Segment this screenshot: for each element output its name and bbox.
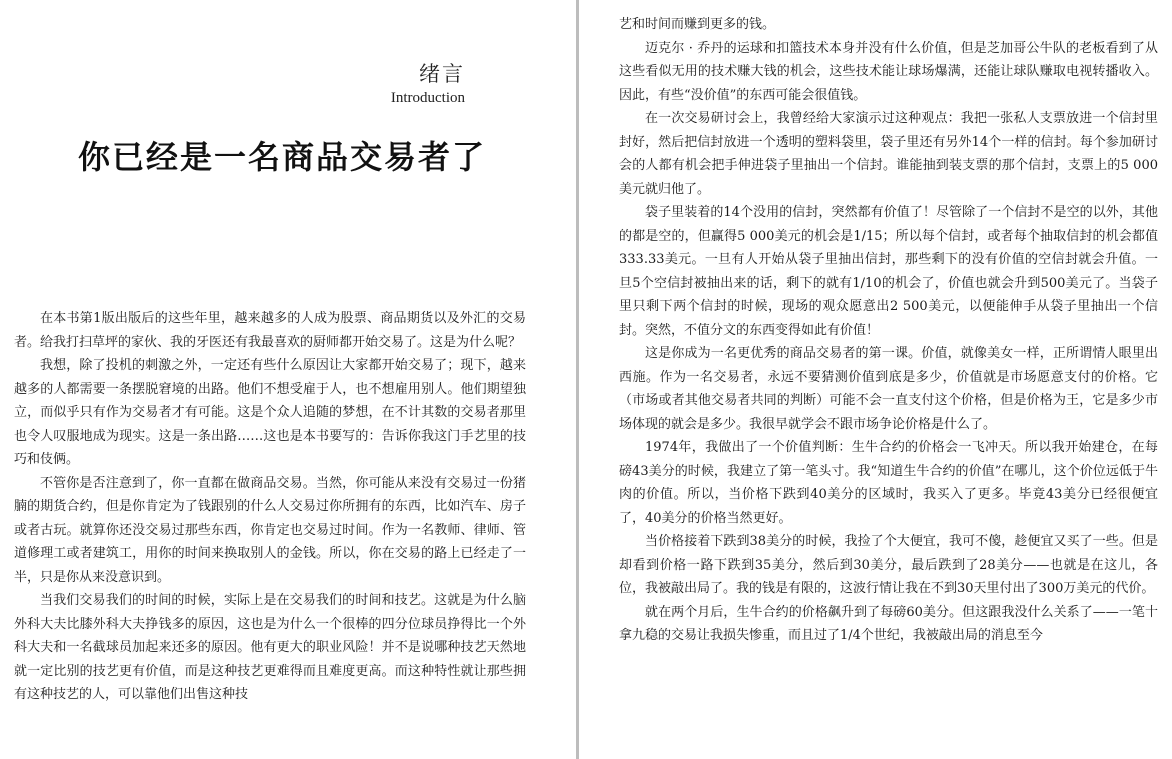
left-page bbox=[0, 0, 576, 759]
right-body-text bbox=[619, 13, 1158, 648]
right-page bbox=[579, 0, 1172, 759]
paragraph: 不管你是否注意到了，你一直都在做商品交易。当然，你可能从来没有交易过一份猪腩的期货合约，但是你肯定为了钱跟别的什么人交易过你所拥有的东西，比如汽车、房子或者古玩。就算你还没交易过那些东西，你肯定也交易过时间。作为一名教师、律师、管道修理工或者建筑工，用你的时间来换取别人的金钱。所以，你在交易的路上已经走了一半，只是你从来没意识到。 bbox=[14, 475, 526, 585]
paragraph: 1974年，我做出了一个价值判断：生牛合约的价格会一飞冲天。所以我开始建仓，在每磅43美分的时候，我建立了第一笔头寸。我“知道生牛合约的价值”在哪儿，这个价位远低于牛肉的价值。所以，当价格下跌到40美分的区域时，我买入了更多。毕竟43美分已经很便宜了，40美分的价格当然更好。 bbox=[619, 440, 1158, 526]
paragraph: 袋子里装着的14个没用的信封，突然都有价值了！尽管除了一个信封不是空的以外，其他的都是空的，但赢得5 000美元的机会是1/15；所以每个信封，或者每个抽取信封的机会都值333.33美元。一旦有人开始从袋子里抽出信封，那些剩下的没有价值的空信封就会升值。一旦5个空信封被抽出来的话，剩下的就有1/10的机会了，价值也就会升到500美元了。当袋子里只剩下两个信封的时候，现场的观众愿意出2 500美元，以便能伸手从袋子里抽出一个信封。突然，不值分文的东西变得如此有价值！ bbox=[619, 205, 1158, 338]
paragraph: 这是你成为一名更优秀的商品交易者的第一课。价值，就像美女一样，正所谓情人眼里出西施。作为一名交易者，永远不要猜测价值到底是多少，价值就是市场愿意支付的价格。它（市场或者其他交易者共同的判断）可能不会一直支付这个价格，但是价格为王，它是多少市场体现的就会是多少。我很早就学会不跟市场争论价格是什么了。 bbox=[619, 346, 1158, 432]
paragraph-continued: 艺和时间而赚到更多的钱。 bbox=[619, 17, 776, 32]
chapter-label-en: Introduction bbox=[390, 90, 465, 106]
chapter-label-cn: 绪言 bbox=[419, 62, 465, 86]
paragraph: 在一次交易研讨会上，我曾经给大家演示过这种观点：我把一张私人支票放进一个信封里封好，然后把信封放进一个透明的塑料袋里，袋子里还有另外14个一样的信封。每个参加研讨会的人都有机会把手伸进袋子里抽出一个信封。谁能抽到装支票的那个信封，支票上的5 000美元就归他了。 bbox=[619, 111, 1158, 197]
paragraph: 当我们交易我们的时间的时候，实际上是在交易我们的时间和技艺。这就是为什么脑外科大夫比膝外科大夫挣钱多的原因，这也是为什么一个很棒的四分位球员挣得比一个外科大夫和一名截球员加起来还多的原因。他有更大的职业风险！并不是说哪种技艺天然地就一定比别的技艺更有价值，而是这种技艺更难得而且难度更高。而这种特性就让那些拥有这种技艺的人，可以靠他们出售这种技 bbox=[14, 593, 526, 702]
paragraph: 当价格接着下跌到38美分的时候，我捡了个大便宜，我可不傻，趁便宜又买了一些。但是却看到价格一路下跌到35美分，然后到30美分，最后跌到了28美分——也就是在这儿，各位，我被敲出局了。我的钱是有限的，这波行情让我在不到30天里付出了300万美元的代价。 bbox=[619, 534, 1158, 596]
left-body-text bbox=[14, 307, 526, 707]
paragraph: 我想，除了投机的刺激之外，一定还有些什么原因让大家都开始交易了；现下，越来越多的人都需要一条摆脱窘境的出路。他们不想受雇于人，也不想雇用别人。他们期望独立，而似乎只有作为交易者才有可能。这是个众人追随的梦想，在不计其数的交易者那里也令人叹服地成为现实。这是一条出路……这也是本书要写的：告诉你我这门手艺里的技巧和伎俩。 bbox=[14, 358, 526, 467]
paragraph: 就在两个月后，生牛合约的价格飙升到了每磅60美分。但这跟我没什么关系了——一笔十拿九稳的交易让我损失惨重，而且过了1/4个世纪，我被敲出局的消息至今 bbox=[619, 604, 1158, 643]
paragraph: 迈克尔 · 乔丹的运球和扣篮技术本身并没有什么价值，但是芝加哥公牛队的老板看到了从这些看似无用的技术赚大钱的机会，这些技术能让球场爆满，还能让球队赚取电视转播收入。因此，有些“没价值”的东西可能会很值钱。 bbox=[619, 40, 1158, 103]
paragraph: 在本书第1版出版后的这些年里，越来越多的人成为股票、商品期货以及外汇的交易者。给我打扫草坪的家伙、我的牙医还有我最喜欢的厨师都开始交易了。这是为什么呢？ bbox=[14, 311, 526, 350]
chapter-title: 你已经是一名商品交易者了 bbox=[78, 138, 487, 176]
